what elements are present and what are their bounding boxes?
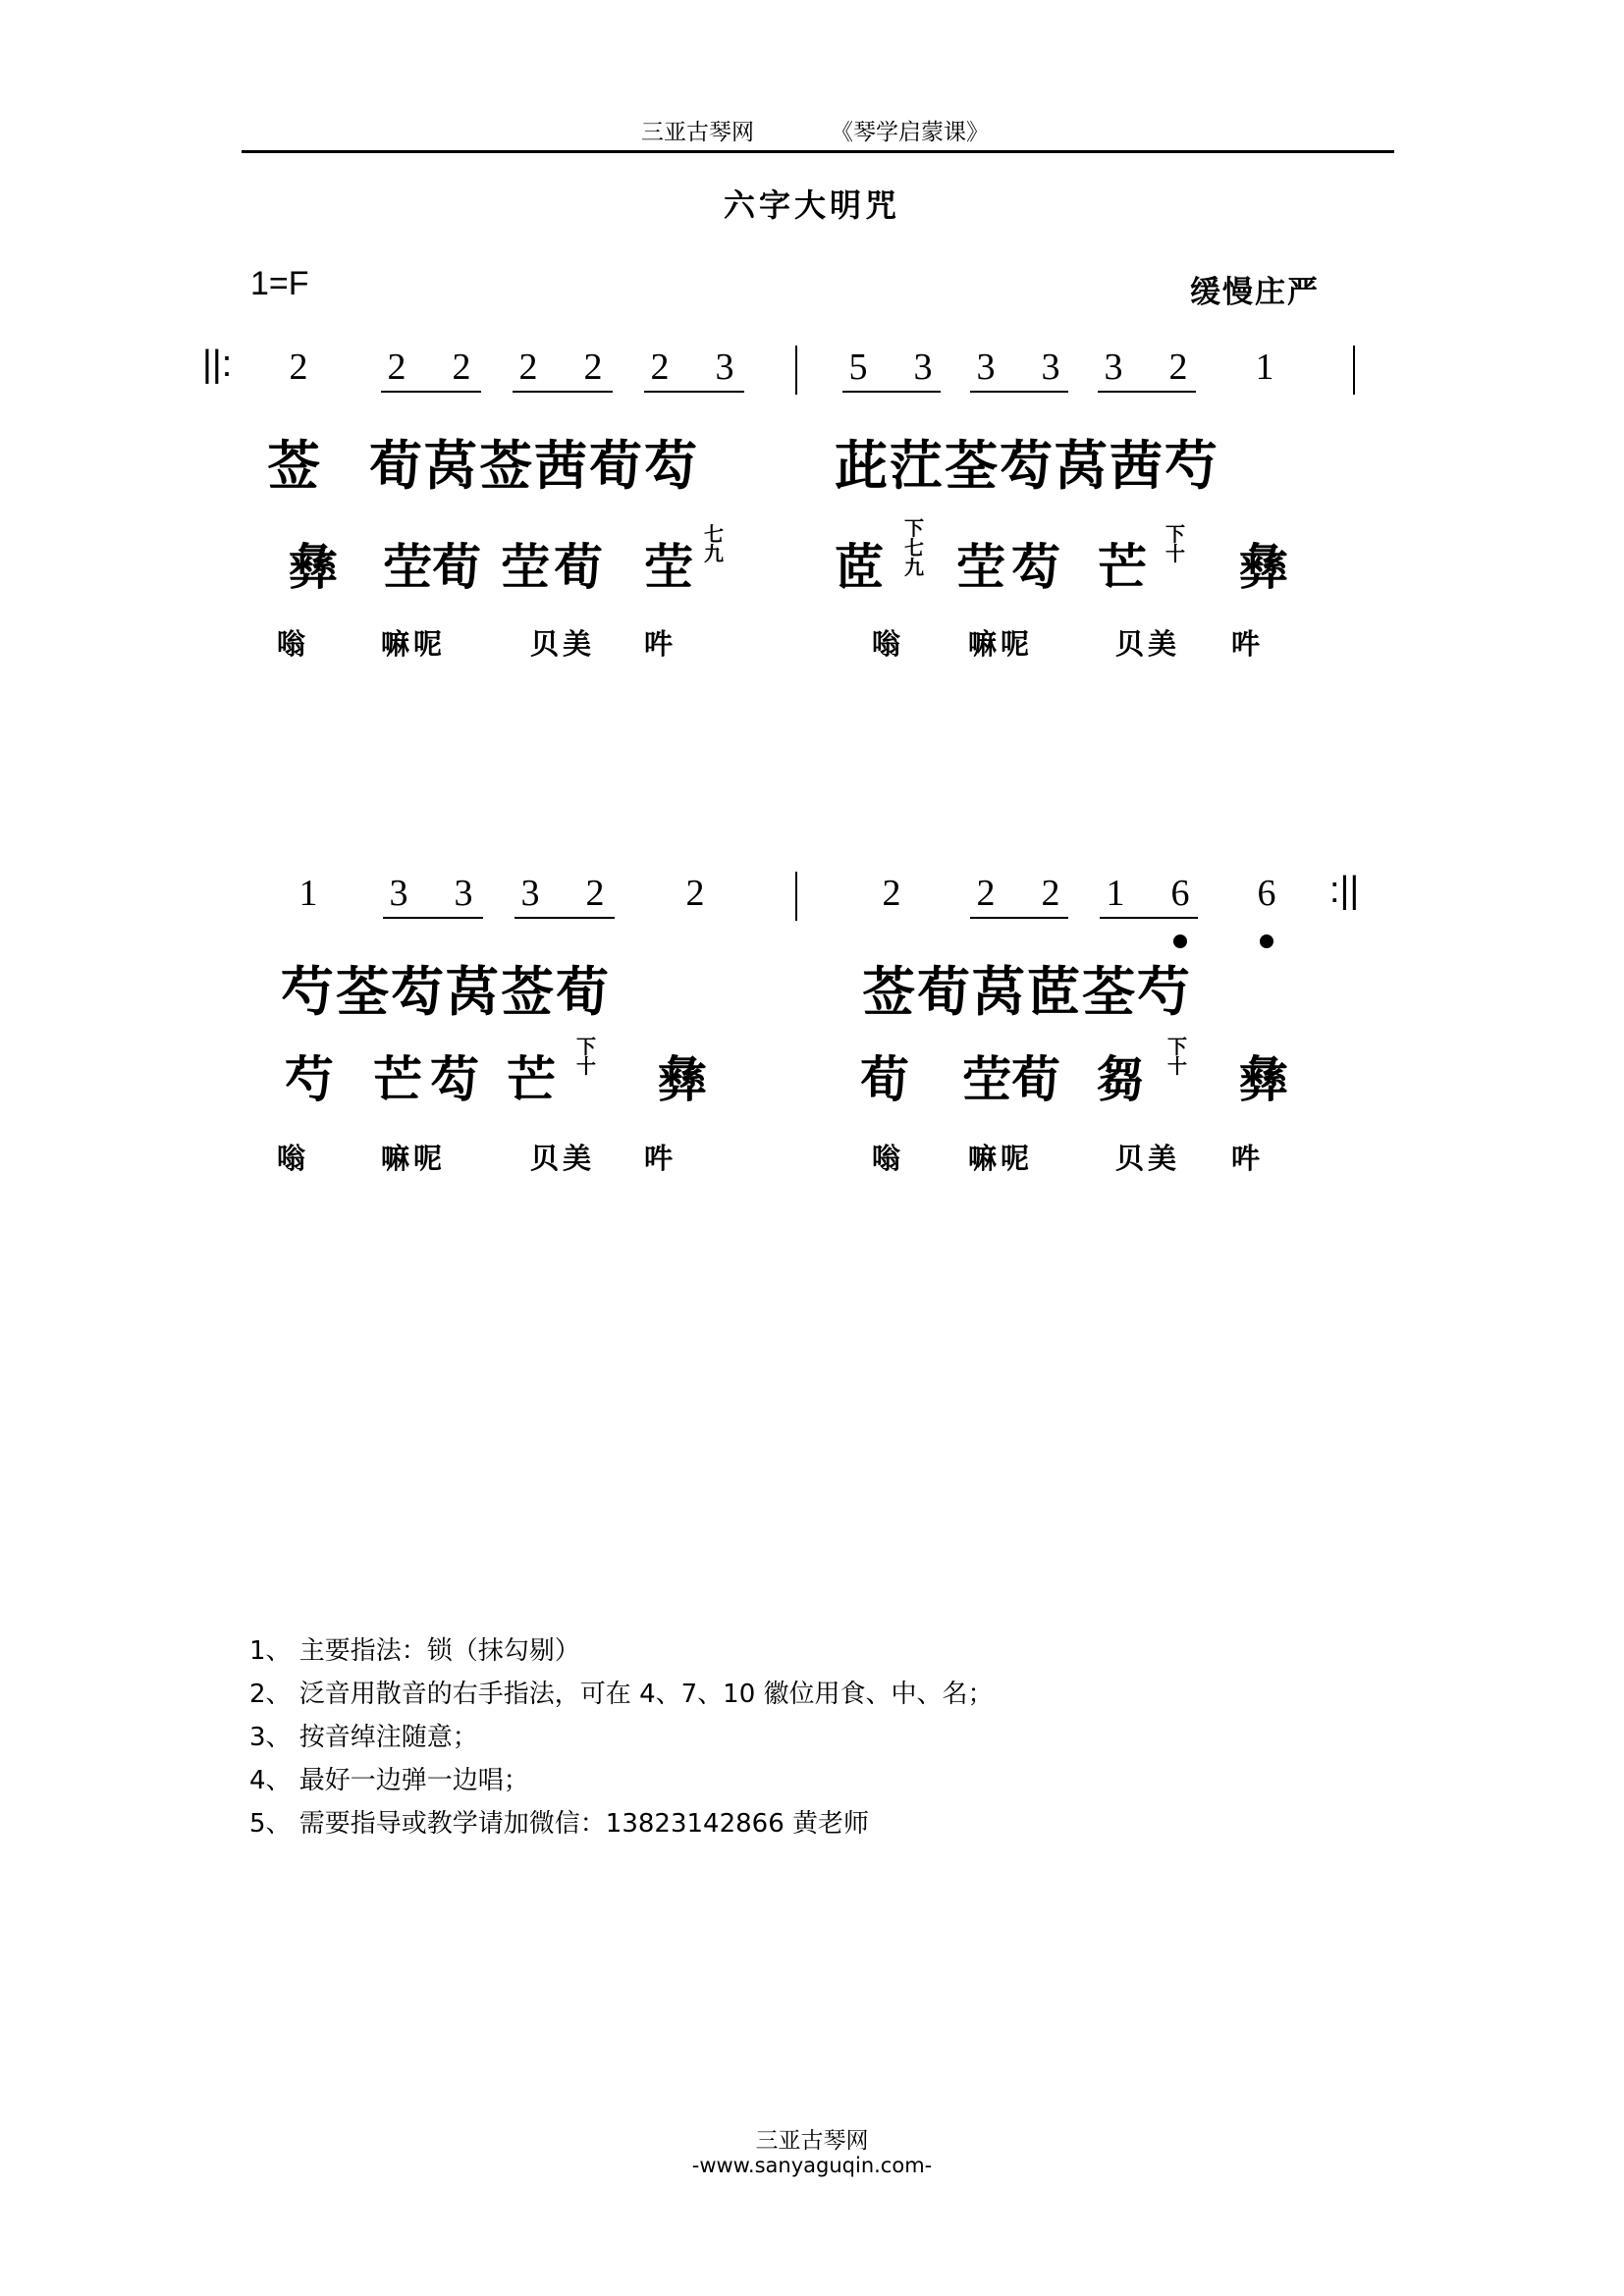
jianzipu-chars: 茈茳荃芶莴茜芍 <box>835 434 1219 497</box>
jianzipu-char: 茔 <box>501 538 550 596</box>
stack-char: 七 <box>704 522 724 546</box>
jianzipu-chars: 芍荃芶莴莶荀 <box>281 960 611 1023</box>
beam <box>970 391 1068 393</box>
note: 3 <box>976 347 996 388</box>
jianzipu-char: 荀 <box>860 1050 909 1108</box>
jianzipu-char: 彝 <box>1239 538 1288 596</box>
lyric: 嘛呢 <box>968 627 1034 661</box>
jianzipu-char: 芒 <box>373 1050 422 1108</box>
jianzipu-stack <box>1164 524 1186 563</box>
beam <box>842 391 941 393</box>
lyric: 贝美 <box>530 1142 596 1175</box>
note: 2 <box>387 347 406 388</box>
barline <box>795 346 797 395</box>
page-header <box>242 114 1394 153</box>
lyric: 贝美 <box>530 627 596 661</box>
lyric: 嗡 <box>872 627 905 661</box>
score-row-1 <box>0 346 1624 660</box>
lyric: 贝美 <box>1115 1142 1181 1175</box>
lyric: 嗡 <box>277 1142 310 1175</box>
lyric: 嘛呢 <box>381 627 447 661</box>
note: 3 <box>520 873 540 914</box>
jianzipu-stack <box>1166 1037 1188 1076</box>
note-item: 3、 按音绰注随意； <box>249 1723 478 1752</box>
low-octave-dot <box>1173 934 1187 948</box>
note: 2 <box>650 347 670 388</box>
note: 2 <box>518 347 538 388</box>
note: 3 <box>913 347 933 388</box>
stack-char: 十 <box>576 1054 596 1078</box>
header-divider <box>242 150 1394 153</box>
note: 2 <box>976 873 996 914</box>
beam <box>514 917 615 919</box>
note: 3 <box>389 873 408 914</box>
barline <box>795 872 797 921</box>
stack-char: 下 <box>576 1035 596 1058</box>
jianzipu-chars: 茔荀 <box>962 1050 1060 1108</box>
note: 3 <box>1104 347 1123 388</box>
lyric: 嗡 <box>872 1142 905 1175</box>
note: 3 <box>454 873 473 914</box>
jianzipu-chars: 荀莴莶茜荀芶 <box>369 434 699 497</box>
header-site-name: 三亚古琴网 <box>641 120 754 145</box>
lyric: 吽 <box>644 627 677 661</box>
jianzipu-char: 莶 <box>267 434 322 497</box>
jianzipu-stack <box>703 524 725 563</box>
jianzipu-char: 芶 <box>1011 538 1060 596</box>
footer-url: -www.sanyaguqin.com- <box>691 2154 933 2177</box>
note: 6 <box>1257 873 1276 914</box>
jianzipu-char: 芶 <box>430 1050 479 1108</box>
stack-char: 九 <box>704 542 724 565</box>
note: 5 <box>848 347 868 388</box>
beam <box>1100 917 1198 919</box>
jianzipu-char: 茝 <box>835 538 884 596</box>
jianzipu-char: 芒 <box>507 1050 556 1108</box>
note: 2 <box>583 347 603 388</box>
lyric: 吽 <box>1231 1142 1265 1175</box>
stack-char: 下 <box>904 516 924 540</box>
lyric: 嘛呢 <box>381 1142 447 1175</box>
jianzipu-chars: 莶荀莴茝荃芍 <box>862 960 1192 1023</box>
tempo-marking: 缓慢庄严 <box>1190 275 1320 310</box>
beam <box>381 391 481 393</box>
jianpu-line-1 <box>0 346 1624 414</box>
repeat-start-sign: ||: <box>202 344 233 385</box>
jianzipu-char: 彝 <box>658 1050 707 1108</box>
jianpu-line-2 <box>0 872 1624 940</box>
low-octave-dot <box>1260 934 1273 948</box>
note: 6 <box>1170 873 1190 914</box>
beam <box>644 391 744 393</box>
jianzipu-char: 芻 <box>1096 1050 1145 1108</box>
note: 2 <box>882 873 901 914</box>
note: 2 <box>1041 873 1060 914</box>
note: 2 <box>685 873 705 914</box>
jianzipu-char: 芒 <box>1098 538 1147 596</box>
note: 2 <box>452 347 471 388</box>
stack-char: 十 <box>1167 1054 1187 1078</box>
stack-char: 十 <box>1165 542 1185 565</box>
beam <box>1098 391 1196 393</box>
key-signature: 1=F <box>250 265 309 302</box>
note: 3 <box>715 347 734 388</box>
beam <box>383 917 483 919</box>
beam <box>513 391 613 393</box>
jianzipu-stack <box>575 1037 597 1076</box>
barline <box>1353 346 1355 395</box>
jianzipu-char: 茔 <box>644 538 693 596</box>
jianzipu-char: 荀 <box>554 538 603 596</box>
repeat-end-sign: :|| <box>1329 870 1360 911</box>
jianzipu-char: 彝 <box>289 538 338 596</box>
lyric: 贝美 <box>1115 627 1181 661</box>
performance-notes <box>249 1629 994 1845</box>
stack-char: 下 <box>1167 1035 1187 1058</box>
jianzipu-stack <box>903 518 925 577</box>
note: 2 <box>289 347 308 388</box>
score-row-2 <box>0 872 1624 1186</box>
lyric: 嘛呢 <box>968 1142 1034 1175</box>
lyric: 吽 <box>644 1142 677 1175</box>
note-item: 1、 主要指法：锁（抹勾剔） <box>249 1636 580 1666</box>
stack-char: 下 <box>1165 522 1185 546</box>
piece-title: 六字大明咒 <box>723 187 900 224</box>
jianzipu-char: 芍 <box>285 1050 334 1108</box>
lyric: 吽 <box>1231 627 1265 661</box>
footer-site-name: 三亚古琴网 <box>755 2128 869 2154</box>
note-item: 2、 泛音用散音的右手指法，可在 4、7、10 徽位用食、中、名； <box>249 1680 994 1709</box>
note: 2 <box>1168 347 1188 388</box>
beam <box>970 917 1068 919</box>
note: 1 <box>1255 347 1274 388</box>
header-book-title: 《琴学启蒙课》 <box>831 120 989 145</box>
note: 1 <box>298 873 318 914</box>
jianzipu-char: 荀 <box>432 538 481 596</box>
lyric: 嗡 <box>277 627 310 661</box>
note-item: 5、 需要指导或教学请加微信：13823142866 黄老师 <box>249 1809 870 1839</box>
note: 1 <box>1106 873 1125 914</box>
jianzipu-char: 茔 <box>383 538 432 596</box>
jianzipu-char: 茔 <box>956 538 1005 596</box>
note: 2 <box>585 873 605 914</box>
note-item: 4、 最好一边弹一边唱； <box>249 1766 529 1795</box>
stack-char: 七 <box>904 536 924 560</box>
stack-char: 九 <box>904 556 924 579</box>
jianzipu-char: 彝 <box>1239 1050 1288 1108</box>
note: 3 <box>1041 347 1060 388</box>
